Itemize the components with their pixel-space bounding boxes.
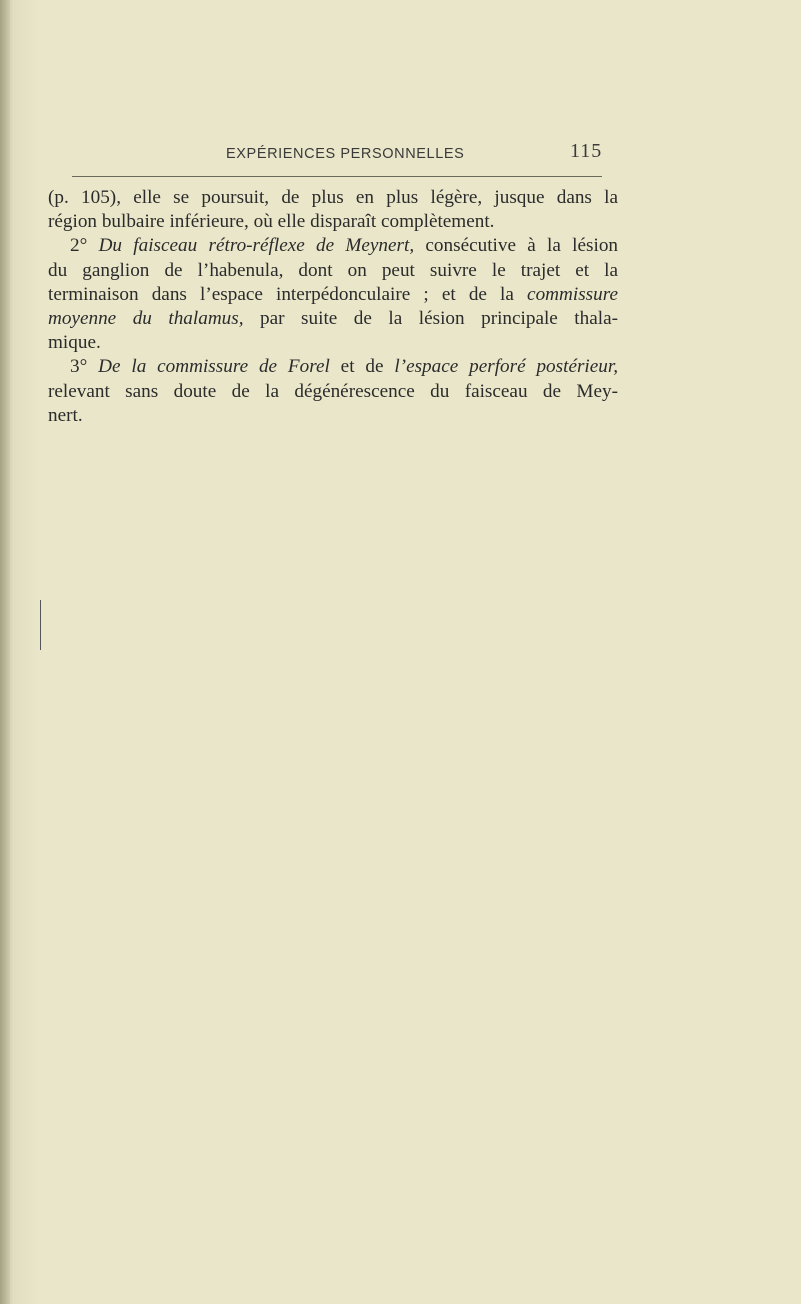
page-header <box>0 138 801 168</box>
running-head: EXPÉRIENCES PERSONNELLES <box>226 146 465 162</box>
header-rule <box>72 176 602 177</box>
text-line: du ganglion de l’habenula, dont on peut suivre le trajet et la <box>48 259 618 281</box>
text-run: et de <box>329 356 395 378</box>
text-line: région bulbaire inférieure, où elle disparaît complètement. <box>48 211 495 233</box>
italic-title: moyenne du thalamus, <box>48 308 244 330</box>
text-line: nert. <box>48 404 83 426</box>
text-line: relevant sans doute de la dégénérescence du faisceau de Mey- <box>48 380 618 402</box>
text-line <box>48 234 618 258</box>
text-line <box>48 283 618 307</box>
page-edge-shadow <box>0 0 10 1304</box>
paragraph-2 <box>48 234 618 355</box>
italic-title: De la commissure de Forel <box>98 356 330 378</box>
text-run: par suite de la lésion principale thala- <box>243 308 618 330</box>
paragraph-3 <box>48 355 618 428</box>
paragraph-1 <box>48 186 618 234</box>
page-number: 115 <box>570 140 603 162</box>
italic-title: l’espace perforé postérieur, <box>394 356 618 378</box>
text-run: terminaison dans l’espace interpédonculaire ; et de la <box>48 283 528 305</box>
text-line <box>48 355 618 379</box>
list-number: 3° <box>70 356 88 378</box>
text-line: mique. <box>48 332 101 354</box>
margin-mark <box>40 600 41 650</box>
text-line <box>48 307 618 331</box>
text-run: consécutive à la lésion <box>414 235 619 257</box>
list-number: 2° <box>70 235 88 257</box>
text-line: (p. 105), elle se poursuit, de plus en plus légère, jusque dans la <box>48 187 618 208</box>
body-text <box>48 186 618 428</box>
italic-title: commissure <box>527 283 618 305</box>
italic-title: Du faisceau rétro-réflexe de Meynert, <box>98 235 415 257</box>
